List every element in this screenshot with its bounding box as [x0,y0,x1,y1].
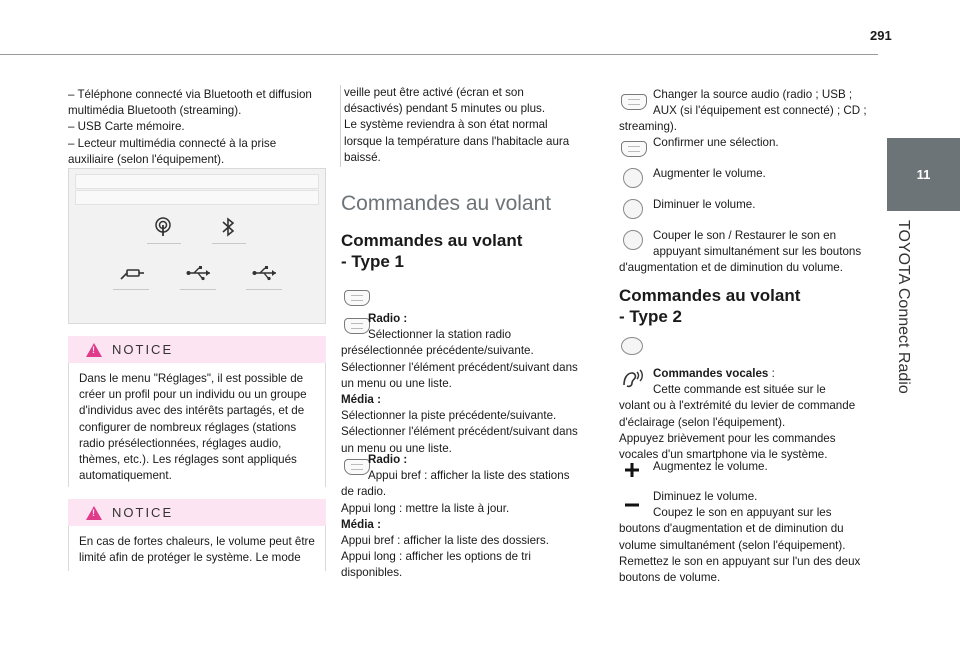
intro-text [68,87,326,168]
minus-line: boutons d'augmentation et de diminution du [619,522,844,536]
illustration-bar [75,190,319,205]
notice-line: d'individus avec des intérêts partagés, et de [79,404,305,418]
icon-underline [113,289,149,290]
media-line: Appui bref : afficher la liste des dossiers. [341,534,549,548]
notice-title: NOTICE [112,505,174,520]
notice-title: NOTICE [112,342,174,357]
intro-line: – Téléphone connecté via Bluetooth et diffusion [68,88,312,101]
media-label: Média : [341,517,381,531]
confirm-text: Confirmer une sélection. [653,136,779,149]
warning-icon [86,506,102,520]
continuation-line: lorsque la température dans l'habitacle aura [344,134,570,148]
chapter-title-text: TOYOTA Connect Radio [895,220,912,394]
notice-box [68,499,326,571]
notice-body [68,526,326,571]
radio-line: Sélectionner la station radio [368,328,512,342]
voice-line: vocales d'un smartphone via le système. [619,448,828,462]
notice-body [68,363,326,487]
usb-icon [252,265,278,281]
voice-label-suffix: : [768,367,775,380]
antenna-icon [154,217,172,237]
voice-line: Cette commande est située sur le [653,383,826,397]
source-line: streaming). [619,120,677,134]
type1-title-line: - Type 1 [341,252,404,271]
notice-line: limité afin de protéger le système. Le mode [79,551,301,565]
radio-line: Appui bref : afficher la liste des stations [368,469,570,483]
minus-block [619,489,877,586]
voice-line: volant ou à l'extrémité du levier de commande [619,399,856,413]
mute-line: appuyant simultanément sur les boutons [653,245,862,259]
intro-line: – Lecteur multimédia connecté à la prise [68,136,277,150]
icon-underline [212,243,246,244]
steering-wheel-icon [621,337,643,355]
chapter-tab: 11 [887,138,960,211]
notice-header [68,336,326,363]
icon-underline [180,289,216,290]
page-number: 291 [870,28,892,43]
source-line: Changer la source audio (radio ; USB ; [653,88,853,101]
illustration-bar [75,174,319,189]
radio-line: de radio. [341,485,387,499]
source-block [619,87,877,136]
radio-line: Sélectionner l'élément précédent/suivant dans [341,360,578,374]
bluetooth-icon [221,217,235,237]
minus-line: Remettez le son en appuyant sur l'un des deux [619,554,861,568]
media-label: Média : [341,393,381,407]
plus-text: Augmentez le volume. [653,460,768,473]
source-line: AUX (si l'équipement est connecté) ; CD ; [653,104,867,118]
radio-block [341,311,591,457]
radio-label: Radio : [368,312,408,325]
chapter-title [868,220,928,440]
media-line: Sélectionner l'élément précédent/suivant dans [341,425,578,439]
mute-line: d'augmentation et de diminution du volume. [619,261,843,275]
media-line: Appui long : afficher les options de tri [341,550,531,564]
type1-title [341,230,591,272]
notice-box [68,336,326,487]
minus-line: Coupez le son en appuyant sur les [653,506,832,520]
volume-down-text: Diminuer le volume. [653,198,756,211]
notice-continuation [340,85,590,166]
type1-title-line: Commandes au volant [341,231,523,250]
continuation-rule [340,85,341,167]
intro-line: – USB Carte mémoire. [68,120,185,134]
radio-line: Appui long : mettre la liste à jour. [341,501,510,515]
notice-line: En cas de fortes chaleurs, le volume peut être [79,535,315,548]
minus-line: boutons de volume. [619,571,721,585]
radio-label: Radio : [368,453,408,466]
section-title: Commandes au volant [341,192,552,215]
media-line: Sélectionner la piste précédente/suivante. [341,409,557,423]
steering-control-icon [344,290,370,306]
mute-line: Couper le son / Restaurer le son en [653,229,837,242]
media-line: un menu ou une liste. [341,441,452,455]
type2-title [619,285,877,327]
type2-title-line: - Type 2 [619,307,682,326]
icon-underline [147,243,181,244]
continuation-line: Le système reviendra à son état normal [344,118,548,132]
radio-line: présélectionnée précédente/suivante. [341,344,534,358]
intro-line: auxiliaire (selon l'équipement). [68,152,225,166]
voice-line: d'éclairage (selon l'équipement). [619,415,786,429]
notice-line: Dans le menu "Réglages", il est possible de [79,372,304,385]
notice-line: automatiquement. [79,469,172,483]
source-illustration [68,168,326,324]
intro-line: multimédia Bluetooth (streaming). [68,104,242,118]
minus-line: Diminuez le volume. [653,490,758,503]
media-line: disponibles. [341,566,403,580]
minus-line: volume simultanément (selon l'équipement). [619,538,846,552]
icon-underline [246,289,282,290]
notice-line: configurer de nombreux réglages (stations [79,420,297,434]
radio-line: un menu ou une liste. [341,376,452,390]
warning-icon [86,343,102,357]
notice-line: radio présélectionnées, réglages audio, [79,436,282,450]
notice-line: thèmes, etc.). Les réglages sont appliqués [79,453,297,467]
mute-block [619,228,877,277]
continuation-line: baissé. [344,150,381,164]
continuation-line: veille peut être activé (écran et son [344,86,524,99]
voice-label: Commandes vocales [653,367,769,380]
usb-icon [186,265,212,281]
volume-up-text: Augmenter le volume. [653,167,766,180]
notice-header [68,499,326,526]
voice-block [619,366,877,463]
jack-icon [119,267,145,281]
notice-line: créer un profil pour un individu ou un groupe [79,388,307,402]
continuation-line: désactivés) pendant 5 minutes ou plus. [344,102,546,116]
top-rule [0,54,878,55]
type2-title-line: Commandes au volant [619,286,801,305]
voice-line: Appuyez brièvement pour les commandes [619,431,836,445]
radio-list-block [341,452,591,582]
